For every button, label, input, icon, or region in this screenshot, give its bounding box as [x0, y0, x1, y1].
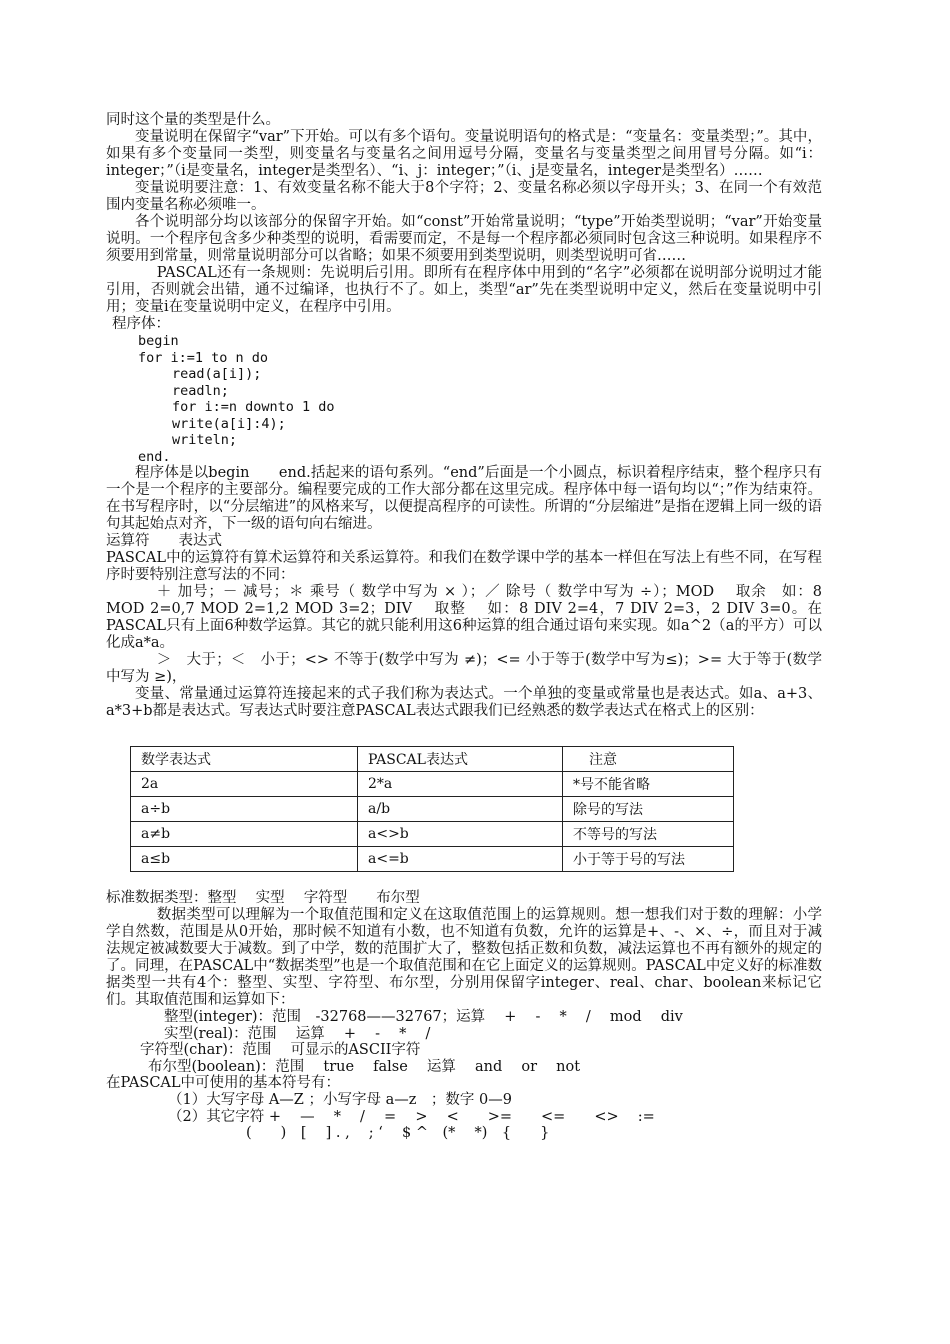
type-line: 字符型(char)：范围 可显示的ASCII字符 — [140, 1042, 421, 1058]
paragraph: ＞ 大于；＜ 小于；<> 不等于(数学中写为 ≠)；<= 小于等于(数学中写为≤)；>= 大于等于(数学中写为 ≥)， — [106, 652, 822, 685]
code-block — [106, 333, 822, 465]
table-header-row — [131, 747, 734, 772]
symbol-line: （1）大写字母 A—Z ；小写字母 a—z ；数字 0—9 — [168, 1092, 512, 1108]
table-cell: 不等号的写法 — [563, 822, 734, 847]
table-row — [131, 822, 734, 847]
table-row — [131, 772, 734, 797]
section-label: 程序体： — [112, 316, 170, 332]
code-line: for i:=1 to n do — [138, 349, 269, 366]
symbol-line: ( ) [ ] . , ; ‘ $ ^ (* *) { } — [246, 1125, 550, 1141]
type-list — [106, 1009, 822, 1075]
paragraph: 变量、常量通过运算符连接起来的式子我们称为表达式。一个单独的变量或常量也是表达式。如a、a+3、a*3+b都是表达式。写表达式时要注意PASCAL表达式跟我们已经熟悉的数学表达式在格式上的区别： — [106, 686, 822, 719]
type-line: 布尔型(boolean)：范围 true false 运算 and or not — [148, 1058, 581, 1075]
table-cell: *号不能省略 — [563, 772, 734, 797]
type-line: 整型(integer)：范围 -32768——32767；运算 + - * / mod div — [164, 1009, 683, 1025]
code-line: writeln; — [172, 432, 238, 448]
code-line: readln; — [172, 382, 229, 399]
symbol-line: （2）其它字符 + — * / = > < >= <= <> := — [168, 1108, 655, 1125]
table-cell: a≤b — [131, 847, 358, 872]
paragraph: PASCAL中的运算符有算术运算符和关系运算符。和我们在数学课中学的基本一样但在写法上有些不同，在写程序时要特别注意写法的不同： — [106, 550, 822, 583]
code-line: read(a[i]); — [172, 366, 262, 382]
table-header: PASCAL表达式 — [358, 747, 563, 772]
paragraph: 在PASCAL中可使用的基本符号有： — [106, 1075, 341, 1091]
table-header: 注意 — [563, 747, 734, 772]
table-cell: a÷b — [131, 797, 358, 822]
table-header: 数学表达式 — [131, 747, 358, 772]
code-line: begin — [138, 333, 179, 349]
section-heading: 标准数据类型：整型 实型 字符型 布尔型 — [106, 890, 420, 906]
document-page — [106, 112, 822, 1142]
table-row — [131, 847, 734, 872]
table-cell: a<>b — [358, 822, 563, 847]
paragraph: 同时这个量的类型是什么。 — [106, 112, 280, 128]
table-cell: a/b — [358, 797, 563, 822]
table-cell: 除号的写法 — [563, 797, 734, 822]
paragraph: 各个说明部分均以该部分的保留字开始。如“const”开始常量说明；“type”开始类型说明；“var”开始变量说明。一个程序包含多少种类型的说明，看需要而定，不是每一个程序都必须同时包含这三种说明。如果程序不须要用到常量，则常量说明部分可以省略；如果不须要用到类型说明，则类型说明可省…… — [106, 214, 822, 264]
paragraph: ＋ 加号；－ 减号；＊ 乘号（ 数学中写为 × ）；／ 除号（ 数学中写为 ÷）；MOD 取余 如：8 MOD 2=0,7 MOD 2=1,2 MOD 3=2；DIV 取整 如：8 DIV 2=4，7 DIV 2=3，2 DIV 3=0。在PASCAL只有上面6种数学运算。其它的就只能利用这6种运算的组合通过语句来实现。如a^2（a的平方）可以化成a*a。 — [106, 584, 822, 651]
type-line: 实型(real)：范围 运算 + - * / — [164, 1025, 431, 1042]
table-cell: a≠b — [131, 822, 358, 847]
table-cell: 2*a — [358, 772, 563, 797]
table-cell: 2a — [131, 772, 358, 797]
symbol-list — [106, 1092, 822, 1142]
table-cell: a<=b — [358, 847, 563, 872]
paragraph: PASCAL还有一条规则：先说明后引用。即所有在程序体中用到的“名字”必须都在说明部分说明过才能引用，否则就会出错，通不过编译，也执行不了。如上，类型“ar”先在类型说明中定义，然后在变量说明中引用；变量i在变量说明中定义，在程序中引用。 — [106, 265, 822, 315]
code-line: for i:=n downto 1 do — [172, 399, 335, 415]
paragraph: 变量说明要注意：1、有效变量名称不能大于8个字符；2、变量名称必须以字母开头；3、在同一个有效范围内变量名称必须唯一。 — [106, 180, 822, 213]
code-line: end. — [138, 448, 171, 465]
section-heading: 运算符 表达式 — [106, 533, 222, 549]
table-cell: 小于等于号的写法 — [563, 847, 734, 872]
code-line: write(a[i]:4); — [172, 415, 286, 432]
table-row — [131, 797, 734, 822]
paragraph: 变量说明在保留字“var”下开始。可以有多个语句。变量说明语句的格式是：“变量名：变量类型；”。其中，如果有多个变量同一类型，则变量名与变量名之间用逗号分隔，变量名与变量类型之间用冒号分隔。如“i：integer；”（i是变量名，integer是类型名）、“i、j：integer；”（i、j是变量名，integer是类型名）…… — [106, 129, 822, 179]
paragraph: 数据类型可以理解为一个取值范围和定义在这取值范围上的运算规则。想一想我们对于数的理解：小学学自然数，范围是从0开始，那时候不知道有小数，也不知道有负数，允许的运算是+、-、×、÷，而且对于减法规定被减数要大于减数。到了中学，数的范围扩大了，整数包括正数和负数，减法运算也不再有额外的规定的了。同理，在PASCAL中“数据类型”也是一个取值范围和在它上面定义的运算规则。PASCAL中定义好的标准数据类型一共有4个：整型、实型、字符型、布尔型，分别用保留字integer、real、char、boolean来标记它们。其取值范围和运算如下： — [106, 907, 822, 1008]
paragraph: 程序体是以begin end.括起来的语句系列。“end”后面是一个小圆点，标识着程序结束，整个程序只有一个是一个程序的主要部分。编程要完成的工作大部分都在这里完成。程序体中每一语句均以“；”作为结束符。在书写程序时，以“分层缩进”的风格来写，以便提高程序的可读性。所谓的“分层缩进”是指在逻辑上同一级的语句其起始点对齐，下一级的语句向右缩进。 — [106, 465, 822, 532]
expression-table — [130, 746, 734, 872]
